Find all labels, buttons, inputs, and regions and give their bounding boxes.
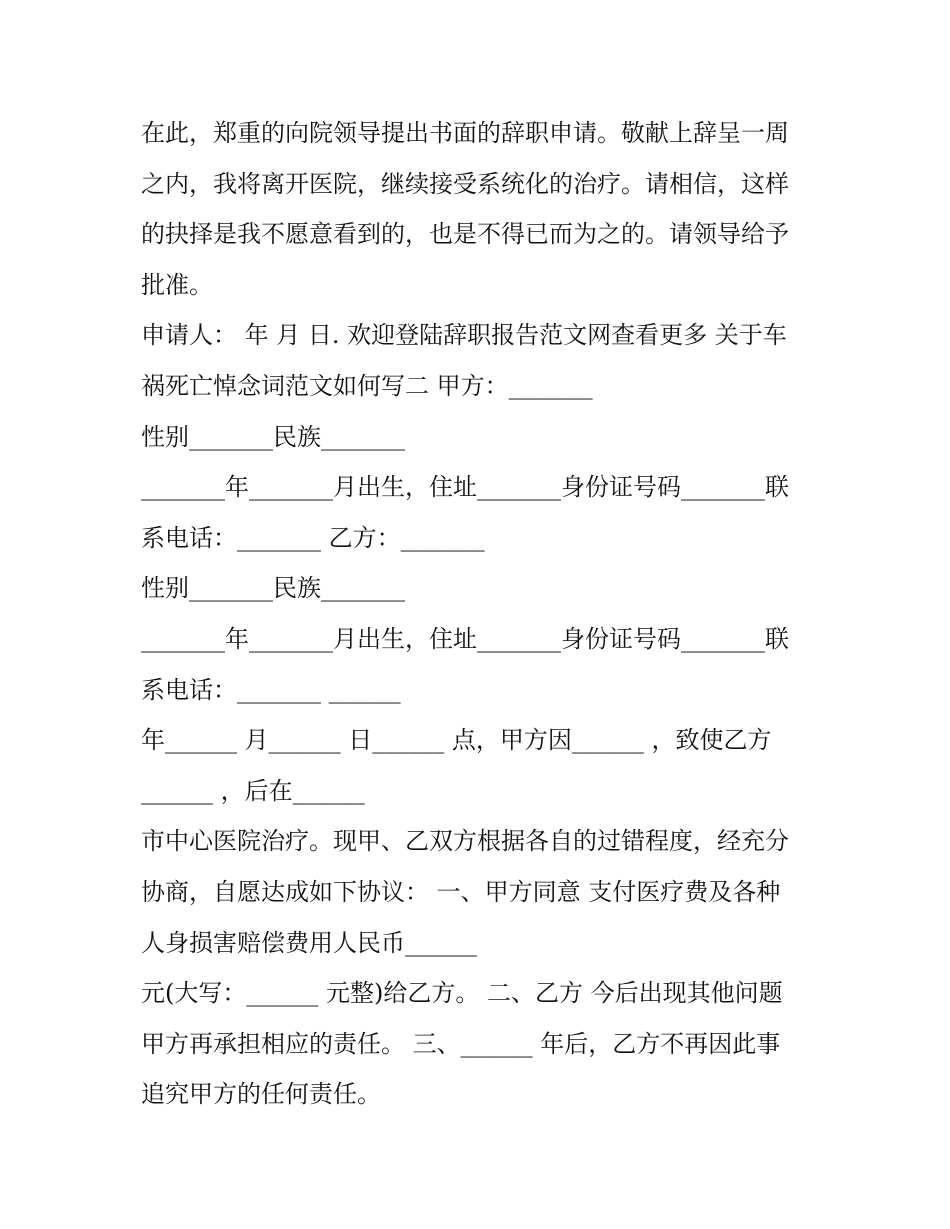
text-line: ______ ，后在______	[141, 776, 365, 805]
text-line: 性别_______民族_______	[141, 574, 405, 603]
text-line: 申请人： 年 月 日. 欢迎登陆辞职报告范文网查看更多 关于车	[141, 321, 787, 350]
document-body	[141, 108, 821, 1120]
text-line: 系电话：_______ 乙方：_______	[141, 523, 485, 552]
text-line: _______年_______月出生，住址_______身份证号码_______联	[141, 473, 789, 502]
text-line: _______年_______月出生，住址_______身份证号码_______联	[141, 624, 789, 653]
text-line: 性别_______民族_______	[141, 422, 405, 451]
text-line: 年______ 月______ 日______ 点，甲方因______ ，致使乙方	[141, 726, 772, 755]
text-line: 元(大写：______ 元整)给乙方。 二、乙方 今后出现其他问题	[141, 979, 783, 1008]
text-line: 追究甲方的任何责任。	[141, 1080, 381, 1109]
text-line: 甲方再承担相应的责任。 三、______ 年后，乙方不再因此事	[141, 1029, 781, 1058]
text-line: 系电话：_______ ______	[141, 675, 401, 704]
text-line: 市中心医院治疗。现甲、乙双方根据各自的过错程度，经充分	[141, 827, 789, 856]
text-line: 协商，自愿达成如下协议： 一、甲方同意 支付医疗费及各种	[141, 877, 781, 906]
text-line: 之内，我将离开医院，继续接受系统化的治疗。请相信，这样	[141, 169, 789, 198]
text-line: 批准。	[141, 270, 213, 299]
text-line: 在此，郑重的向院领导提出书面的辞职申请。敬献上辞呈一周	[141, 119, 789, 147]
text-line: 的抉择是我不愿意看到的，也是不得已而为之的。请领导给予	[141, 220, 789, 249]
text-line: 祸死亡悼念词范文如何写二 甲方：_______	[141, 371, 593, 400]
text-line: 人身损害赔偿费用人民币______	[141, 928, 477, 957]
